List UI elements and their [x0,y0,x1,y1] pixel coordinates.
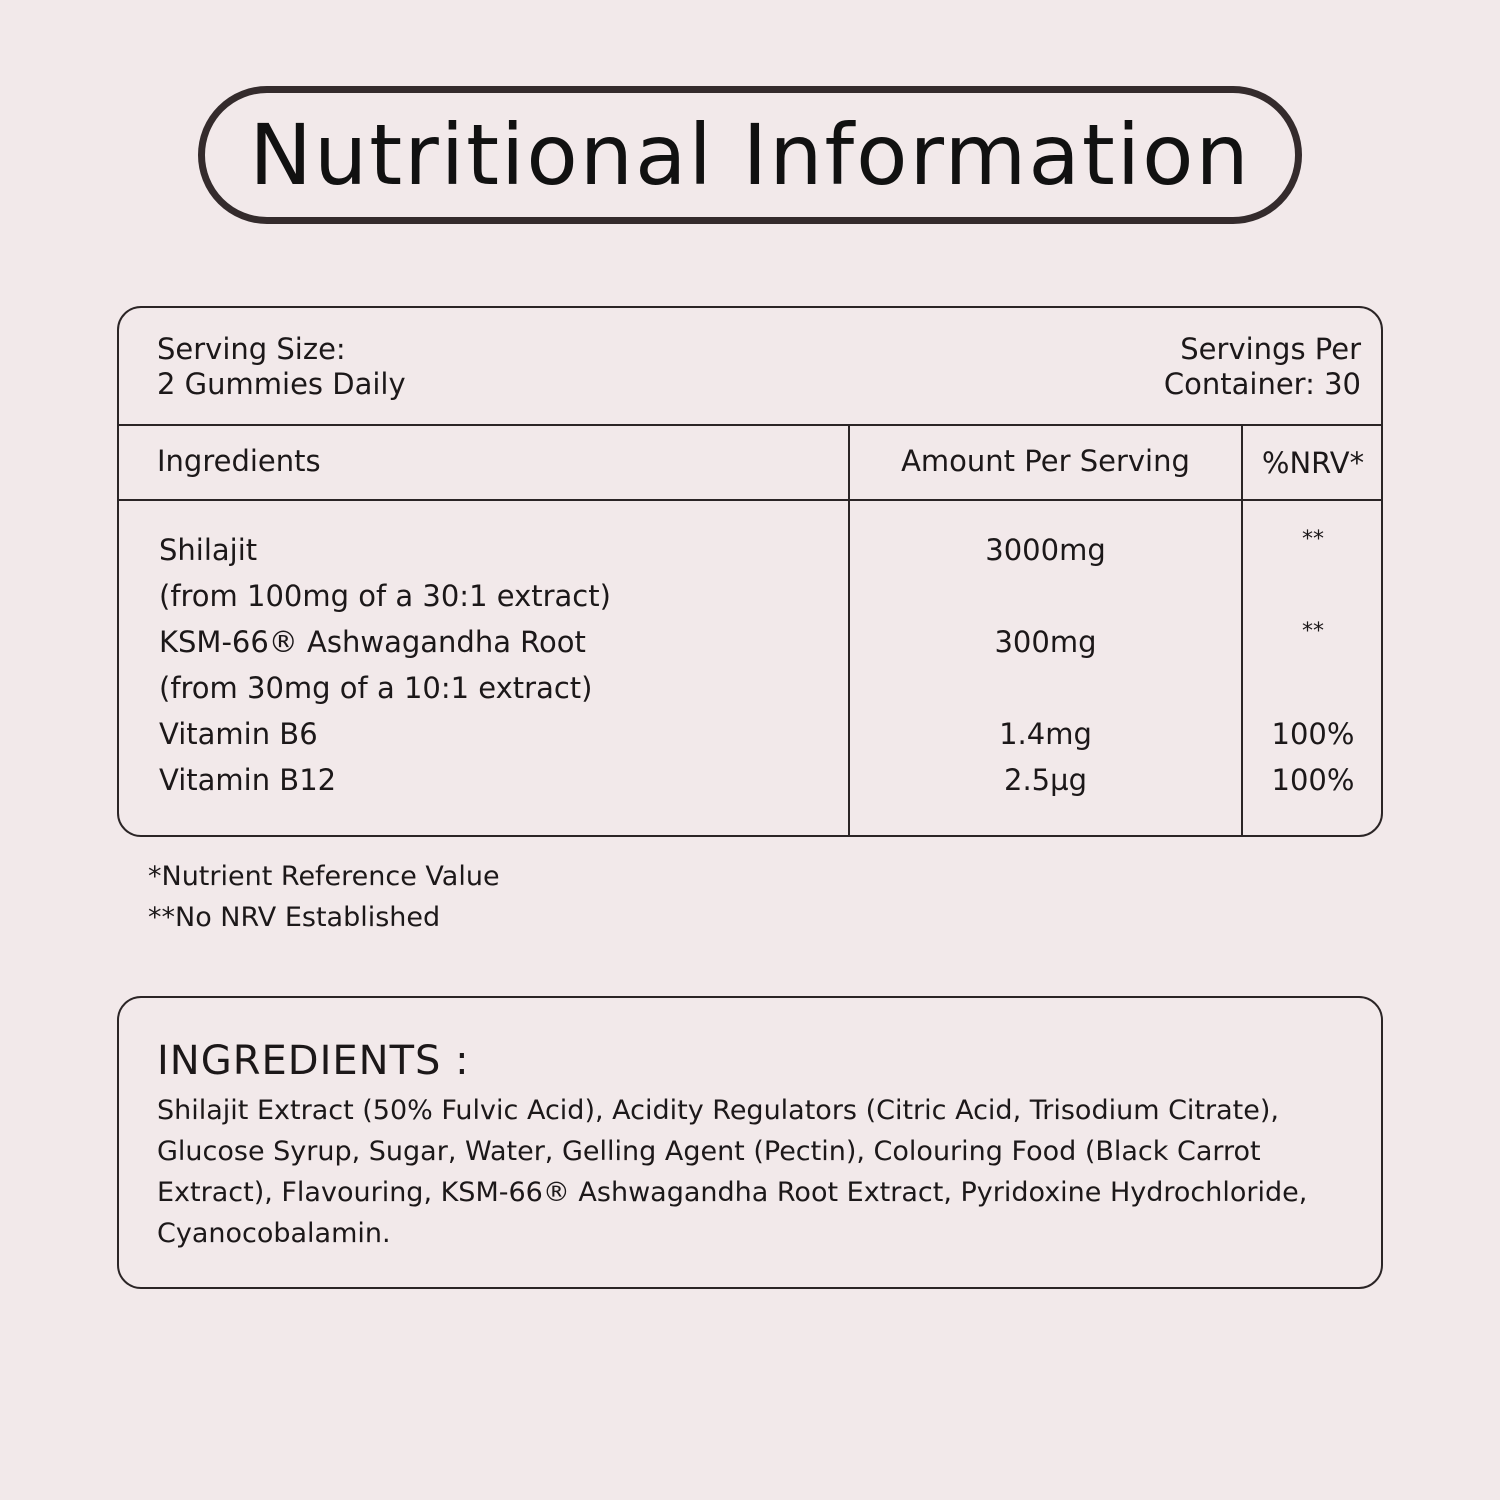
header-amount: Amount Per Serving [901,444,1190,478]
footnote-no-nrv: **No NRV Established [148,902,441,933]
ingredient-name: (from 100mg of a 30:1 extract) [159,579,611,613]
ingredient-name: Shilajit [159,533,258,567]
ingredients-box [117,996,1383,1289]
serving-info-row [119,308,1381,426]
serving-size-value: 2 Gummies Daily [157,367,406,401]
ingredient-nrv: 100% [1271,763,1355,797]
serving-size [157,332,406,402]
footnotes [148,856,500,938]
table-header-row [119,426,1381,501]
servings-per-container-line2: Container: 30 [1163,367,1361,401]
ingredient-nrv: 100% [1271,717,1355,751]
header-nrv: %NRV* [1261,446,1365,480]
servings-per-container [1164,332,1361,402]
ingredients-text: Shilajit Extract (50% Fulvic Acid), Acidity Regulators (Citric Acid, Trisodium Citrate), Glucose Syrup, Sugar, Water, Gelling Agent (Pectin), Colouring Food (Black Carrot Extract), Flavouring, KSM-66® Ashwagandha Root Extract, Pyridoxine Hydrochloride, Cyanocobalamin. [157,1095,1308,1249]
table-row [119,579,1381,625]
page-title: Nutritional Information [249,106,1251,204]
ingredient-name: Vitamin B6 [159,717,318,751]
title-banner [198,86,1302,224]
ingredient-name: KSM-66® Ashwagandha Root [159,625,586,659]
ingredient-amount: 3000mg [985,533,1106,567]
ingredient-name: (from 30mg of a 10:1 extract) [159,671,593,705]
ingredients-heading: INGREDIENTS : [157,1038,470,1084]
servings-per-container-line1: Servings Per [1180,332,1361,366]
ingredient-name: Vitamin B12 [159,763,337,797]
serving-size-label: Serving Size: [157,332,346,366]
footnote-nrv: *Nutrient Reference Value [148,861,500,892]
header-ingredients: Ingredients [157,444,321,478]
ingredient-amount: 300mg [994,625,1097,659]
ingredient-nrv: ** [1302,527,1324,552]
ingredient-amount: 2.5µg [1004,763,1087,797]
table-row [119,717,1381,763]
table-row [119,619,1381,671]
table-row [119,671,1381,717]
ingredient-amount: 1.4mg [999,717,1092,751]
table-row [119,763,1381,809]
table-row [119,527,1381,579]
nutrition-table [117,306,1383,837]
ingredient-nrv: ** [1302,619,1324,644]
